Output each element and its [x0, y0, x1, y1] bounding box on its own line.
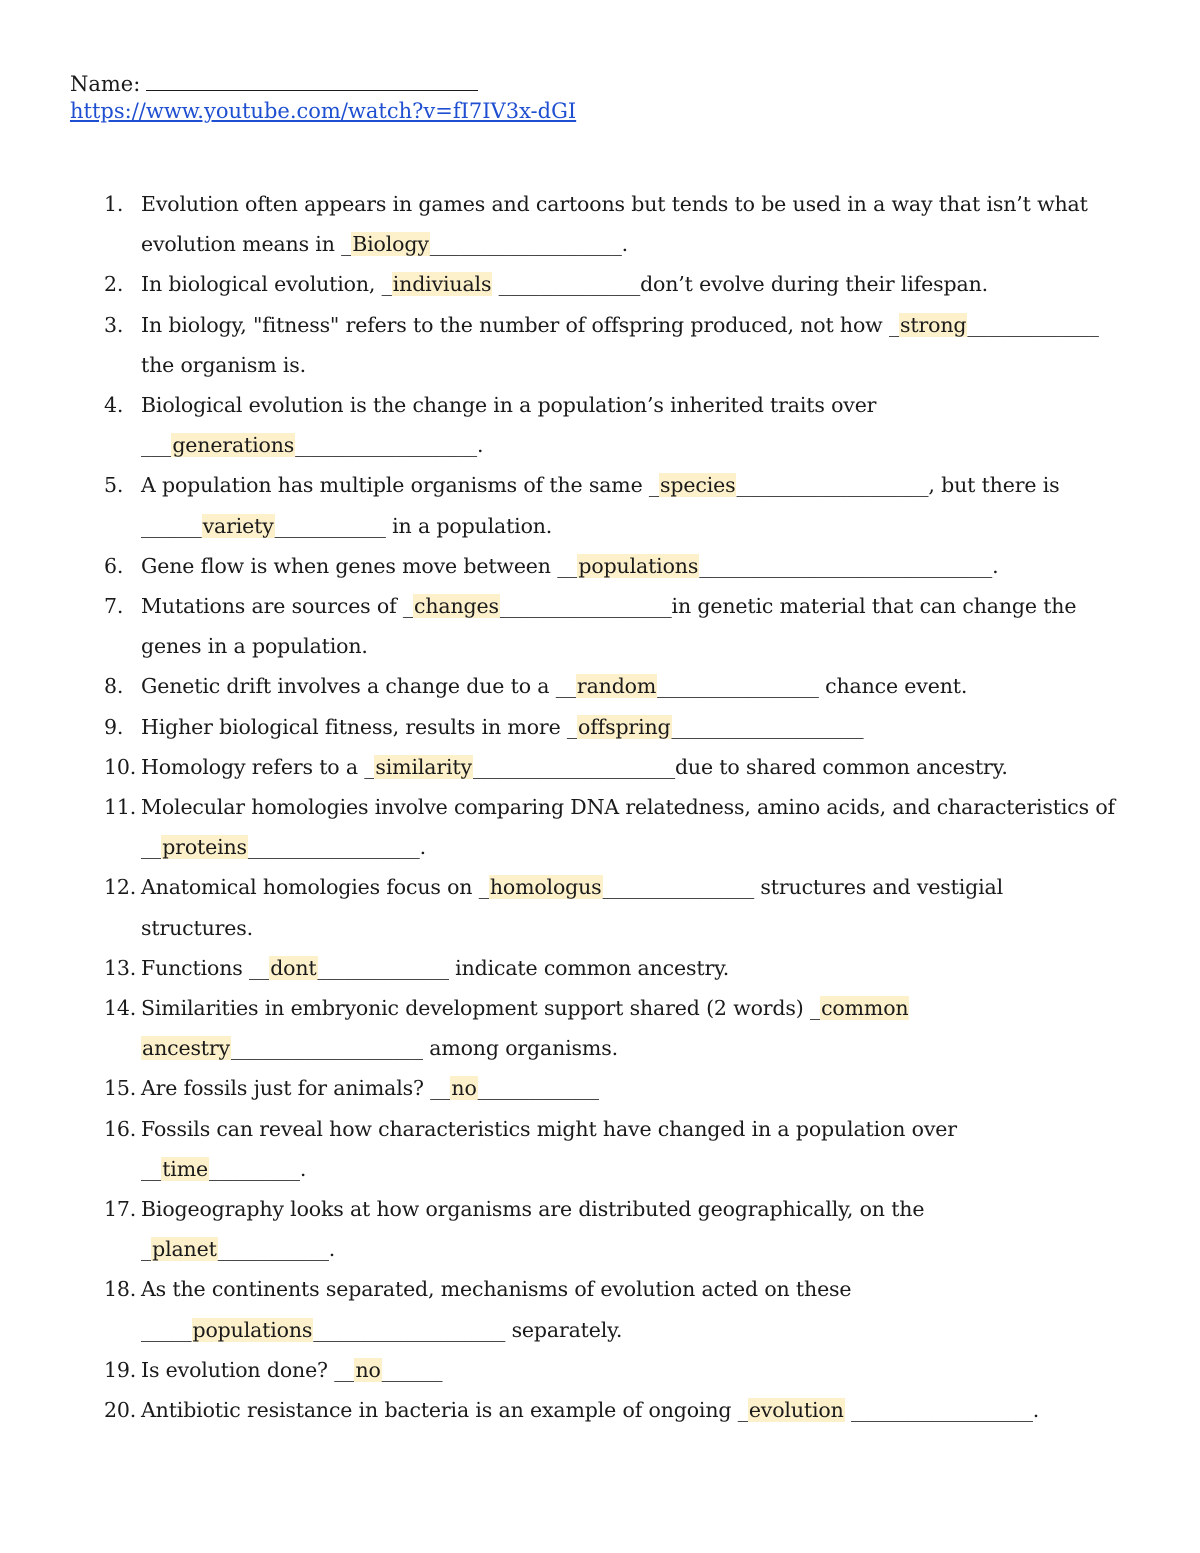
question-text: _______________ structures and vestigial — [602, 875, 1004, 900]
question-number: 15. — [104, 1076, 137, 1101]
question-number: 11. — [104, 795, 137, 820]
question-number: 5. — [104, 473, 124, 498]
question-number: 6. — [104, 553, 124, 578]
question-text: Biogeography looks at how organisms are distributed geographically, on the — [141, 1197, 925, 1222]
question-text: In biological evolution, _ — [141, 272, 392, 297]
question-number: 18. — [104, 1277, 137, 1302]
question-text: ___________________ among organisms. — [230, 1036, 618, 1061]
question-number: 2. — [104, 272, 124, 297]
question-number: 10. — [104, 754, 137, 779]
answer-text[interactable]: strong — [900, 312, 967, 337]
question-text-line — [141, 546, 1140, 586]
question-text: ______ — [381, 1357, 443, 1382]
video-link[interactable]: https://www.youtube.com/watch?v=fI7IV3x-dGI — [70, 99, 577, 123]
question-item — [0, 465, 1200, 545]
question-text: ________________ chance event. — [657, 674, 968, 699]
question-number: 14. — [104, 996, 137, 1021]
question-text-line — [141, 1109, 1140, 1149]
question-text-line — [141, 345, 1140, 385]
question-text-line — [141, 666, 1140, 706]
answer-text[interactable]: planet — [152, 1237, 217, 1262]
question-item — [0, 707, 1200, 747]
answer-text[interactable]: indiviuals — [392, 272, 492, 297]
question-text: ___________________, but there is — [736, 473, 1060, 498]
question-text: ___________ in a population. — [274, 513, 553, 538]
question-text-line — [141, 787, 1140, 827]
question-number: 20. — [104, 1398, 137, 1423]
question-text: __ — [141, 1156, 162, 1181]
answer-text[interactable]: dont — [270, 955, 317, 980]
question-text-line — [141, 1310, 1140, 1350]
answer-text[interactable]: offspring — [578, 714, 671, 739]
question-item — [0, 546, 1200, 586]
answer-text[interactable]: time — [162, 1156, 208, 1181]
answer-text[interactable]: similarity — [375, 754, 472, 779]
question-text: _____ — [141, 1317, 192, 1342]
question-list — [0, 184, 1200, 1430]
answer-text[interactable]: ancestry — [142, 1036, 230, 1061]
question-text: Genetic drift involves a change due to a __ — [141, 674, 576, 699]
question-text-line — [141, 948, 1140, 988]
question-text: genes in a population. — [141, 634, 368, 659]
question-item — [0, 666, 1200, 706]
answer-text[interactable]: evolution — [748, 1398, 844, 1423]
question-text-line — [141, 988, 1140, 1028]
question-item — [0, 1068, 1200, 1108]
answer-text[interactable]: Biology — [352, 232, 429, 257]
question-text: _ — [141, 1237, 152, 1262]
question-text: As the continents separated, mechanisms of evolution acted on these — [141, 1277, 852, 1302]
question-text: Antibiotic resistance in bacteria is an example of ongoing _ — [141, 1398, 748, 1423]
question-text: _____________ — [967, 312, 1099, 337]
answer-text[interactable]: populations — [192, 1317, 313, 1342]
question-text: Is evolution done? __ — [141, 1357, 355, 1382]
question-text-line — [141, 465, 1140, 505]
question-text: Anatomical homologies focus on _ — [141, 875, 489, 900]
question-item — [0, 867, 1200, 947]
question-text: In biology, "fitness" refers to the number of offspring produced, not how _ — [141, 312, 900, 337]
question-item — [0, 1390, 1200, 1430]
answer-text[interactable]: homologus — [489, 875, 602, 900]
question-text: structures. — [141, 915, 254, 940]
question-item — [0, 948, 1200, 988]
question-number: 8. — [104, 674, 124, 699]
question-item — [0, 1269, 1200, 1349]
question-text-line — [141, 506, 1140, 546]
question-number: 7. — [104, 594, 124, 619]
answer-text[interactable]: common — [821, 996, 909, 1021]
question-item — [0, 988, 1200, 1068]
question-text: Fossils can reveal how characteristics might have changed in a population over — [141, 1116, 957, 1141]
question-item — [0, 305, 1200, 385]
question-text: _________________in genetic material that can change the — [499, 594, 1077, 619]
question-text: Higher biological fitness, results in more _ — [141, 714, 578, 739]
answer-text[interactable]: generations — [172, 433, 295, 458]
name-field-row — [70, 70, 478, 98]
question-text-line — [141, 1269, 1140, 1309]
question-text: Are fossils just for animals? __ — [141, 1076, 451, 1101]
question-text: A population has multiple organisms of the same _ — [141, 473, 660, 498]
answer-text[interactable]: species — [660, 473, 736, 498]
question-text: ___________________ — [671, 714, 864, 739]
question-number: 19. — [104, 1357, 137, 1382]
question-item — [0, 1189, 1200, 1269]
question-text: _____________ indicate common ancestry. — [317, 955, 730, 980]
question-text: ______________don’t evolve during their lifespan. — [492, 272, 988, 297]
question-text-line — [141, 908, 1140, 948]
question-item — [0, 184, 1200, 264]
question-text: Mutations are sources of _ — [141, 594, 414, 619]
question-text-line — [141, 1350, 1140, 1390]
answer-text[interactable]: populations — [578, 553, 699, 578]
question-text-line — [141, 1189, 1140, 1229]
question-text: __________________. — [295, 433, 484, 458]
question-number: 9. — [104, 714, 124, 739]
question-text-line — [141, 184, 1140, 224]
question-text: _________________. — [247, 835, 426, 860]
question-text-line — [141, 224, 1140, 264]
question-text-line — [141, 747, 1140, 787]
question-text-line — [141, 1028, 1140, 1068]
question-text-line — [141, 586, 1140, 626]
question-text: ___________________. — [429, 232, 629, 257]
question-text: __ — [141, 835, 162, 860]
question-item — [0, 586, 1200, 666]
answer-text[interactable]: proteins — [162, 835, 247, 860]
question-item — [0, 787, 1200, 867]
answer-text[interactable]: no — [451, 1076, 477, 1101]
question-text: Similarities in embryonic development support shared (2 words) _ — [141, 996, 821, 1021]
question-text: _____________________________. — [699, 553, 999, 578]
question-text: Biological evolution is the change in a population’s inherited traits over — [141, 393, 877, 418]
question-number: 17. — [104, 1197, 137, 1222]
question-text: ______ — [141, 513, 202, 538]
question-item — [0, 385, 1200, 465]
question-number: 1. — [104, 192, 124, 216]
question-text: _________. — [208, 1156, 307, 1181]
question-number: 13. — [104, 955, 137, 980]
answer-text[interactable]: changes — [414, 594, 499, 619]
name-blank-line[interactable] — [146, 70, 478, 91]
question-text: Evolution often appears in games and cartoons but tends to be used in a way that isn’t what — [141, 192, 1088, 216]
question-text-line — [141, 1068, 1140, 1108]
question-text-line — [141, 1390, 1140, 1430]
question-text: ____________ — [477, 1076, 599, 1101]
question-item — [0, 747, 1200, 787]
question-text: ____________________due to shared common ancestry. — [472, 754, 1008, 779]
question-text-line — [141, 264, 1140, 304]
question-text-line — [141, 707, 1140, 747]
question-text: ___________________ separately. — [313, 1317, 623, 1342]
question-text-line — [141, 1229, 1140, 1269]
name-label: Name: — [70, 72, 141, 96]
question-text: ___ — [141, 433, 172, 458]
question-item — [0, 264, 1200, 304]
question-text-line — [141, 1149, 1140, 1189]
question-item — [0, 1350, 1200, 1390]
answer-text[interactable]: variety — [202, 513, 274, 538]
question-number: 16. — [104, 1116, 137, 1141]
question-text: ___________. — [217, 1237, 336, 1262]
question-text: Molecular homologies involve comparing DNA relatedness, amino acids, and characteristics of — [141, 795, 1115, 820]
question-text-line — [141, 867, 1140, 907]
question-number: 3. — [104, 312, 124, 337]
question-text-line — [141, 305, 1140, 345]
question-text-line — [141, 626, 1140, 666]
question-text: the organism is. — [141, 352, 307, 377]
question-text: Functions __ — [141, 955, 270, 980]
question-text-line — [141, 425, 1140, 465]
question-text-line — [141, 827, 1140, 867]
question-text: Homology refers to a _ — [141, 754, 375, 779]
question-text: __________________. — [844, 1398, 1040, 1423]
question-number: 12. — [104, 875, 137, 900]
answer-text[interactable]: no — [355, 1357, 381, 1382]
answer-text[interactable]: random — [576, 674, 657, 699]
question-text-line — [141, 385, 1140, 425]
question-text: Gene flow is when genes move between __ — [141, 553, 578, 578]
question-number: 4. — [104, 393, 124, 418]
question-item — [0, 1109, 1200, 1189]
question-text: evolution means in _ — [141, 232, 352, 257]
